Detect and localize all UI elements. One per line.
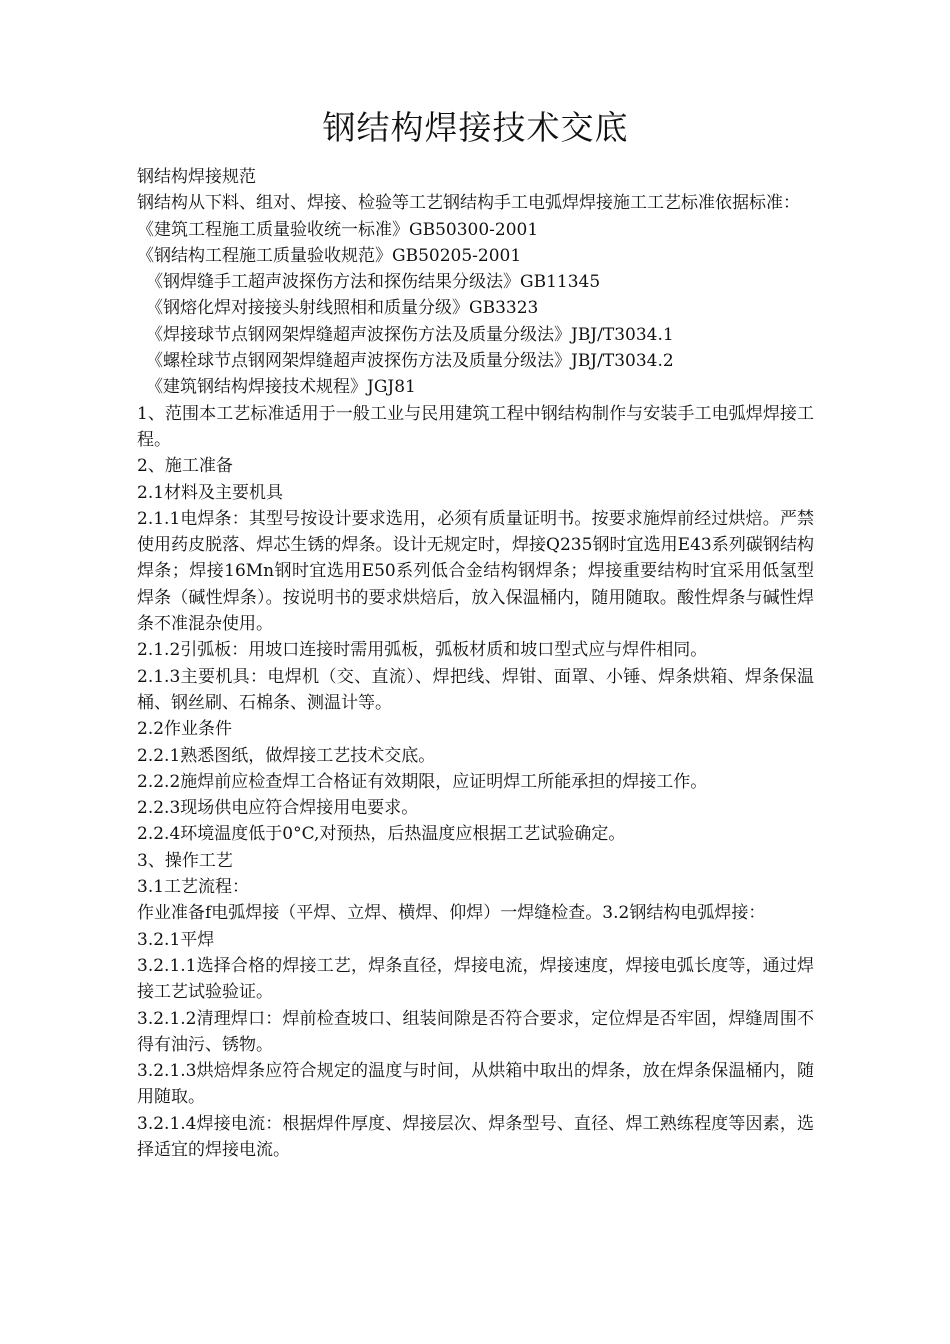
subsection-heading: 3.1工艺流程： (137, 877, 250, 898)
paragraph: 3.2.1.2清理焊口：焊前检查坡口、组装间隙是否符合要求，定位焊是否牢固，焊缝周围不得有油污、锈物。 (137, 1008, 814, 1055)
standard-reference: 《螺栓球节点钢网架焊缝超声波探伤方法及质量分级法》JBJ/T3034.2 (146, 351, 674, 372)
paragraph: 钢结构焊接规范 (137, 167, 256, 187)
paragraph: 3.2.1.3烘焙焊条应符合规定的温度与时间，从烘箱中取出的焊条，放在焊条保温桶内，随用随取。 (137, 1061, 814, 1108)
section-scope: 1、范围本工艺标准适用于一般工业与民用建筑工程中钢结构制作与安装手工电弧焊焊接工程。 (137, 403, 814, 450)
paragraph: 2.2.4环境温度低于0°C,对预热，后热温度应根据工艺试验确定。 (137, 824, 626, 845)
document-title: 钢结构焊接技术交底 (322, 108, 629, 147)
subsection-heading: 3.2.1平焊 (137, 929, 215, 950)
paragraph: 2.1.3主要机具：电焊机（交、直流）、焊把线、焊钳、面罩、小锤、焊条烘箱、焊条保温桶、钢丝刷、石棉条、测温计等。 (137, 666, 814, 713)
paragraph: 2.2.2施焊前应检查焊工合格证有效期限，应证明焊工所能承担的焊接工作。 (137, 771, 708, 792)
paragraph: 作业准备f电弧焊接（平焊、立焊、横焊、仰焊）一焊缝检查。3.2钢结构电弧焊接： (137, 903, 766, 924)
paragraph: 钢结构从下料、组对、焊接、检验等工艺钢结构手工电弧焊焊接施工工艺标准依据标准： (137, 193, 800, 214)
subsection-heading: 2.2作业条件 (137, 719, 233, 740)
standard-reference: 《焊接球节点钢网架焊缝超声波探伤方法及质量分级法》JBJ/T3034.1 (146, 324, 674, 345)
standard-reference: 《钢焊缝手工超声波探伤方法和探伤结果分级法》GB11345 (146, 272, 601, 293)
paragraph: 2.2.1熟悉图纸，做焊接工艺技术交底。 (137, 745, 436, 766)
standard-reference: 《钢熔化焊对接接头射线照相和质量分级》GB3323 (146, 298, 539, 319)
document-body (137, 164, 814, 1163)
standard-reference: 《钢结构工程施工质量验收规范》GB50205-2001 (137, 245, 522, 266)
subsection-heading: 2.1材料及主要机具 (137, 482, 284, 503)
paragraph: 2.1.2引弧板：用坡口连接时需用弧板，弧板材质和坡口型式应与焊件相同。 (137, 640, 708, 661)
paragraph: 3.2.1.1选择合格的焊接工艺，焊条直径，焊接电流，焊接速度，焊接电弧长度等，通过焊接工艺试验验证。 (137, 955, 814, 1003)
standard-reference: 《建筑工程施工质量验收统一标准》GB50300-2001 (137, 219, 539, 240)
standard-reference: 《建筑钢结构焊接技术规程》JGJ81 (146, 377, 416, 398)
paragraph: 2.2.3现场供电应符合焊接用电要求。 (137, 798, 419, 819)
paragraph: 3.2.1.4焊接电流：根据焊件厚度、焊接层次、焊条型号、直径、焊工熟练程度等因素，选择适宜的焊接电流。 (137, 1113, 814, 1160)
section-heading: 3、操作工艺 (137, 850, 233, 871)
paragraph: 2.1.1电焊条：其型号按设计要求选用，必须有质量证明书。按要求施焊前经过烘焙。严禁使用药皮脱落、焊芯生锈的焊条。设计无规定时，焊接Q235钢时宜选用E43系列碳钢结构焊条；焊接16Mn钢时宜选用E50系列低合金结构钢焊条；焊接重要结构时宜采用低氢型焊条（碱性焊条）。按说明书的要求烘焙后，放入保温桶内，随用随取。酸性焊条与碱性焊条不准混杂使用。 (137, 508, 814, 635)
section-heading: 2、施工准备 (137, 456, 233, 477)
